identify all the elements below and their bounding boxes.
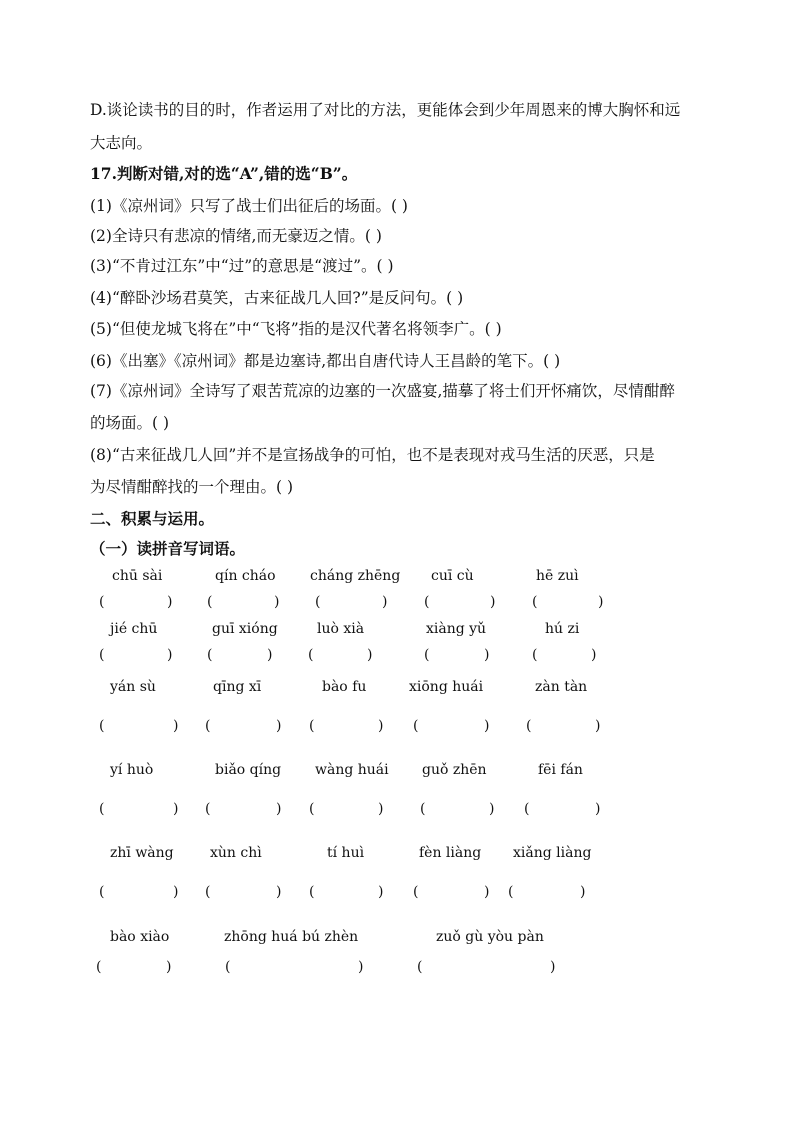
answer-blank-close: ) (276, 718, 282, 734)
answer-blank-close: ) (274, 594, 280, 610)
answer-blank[interactable]: ( (308, 647, 314, 663)
answer-blank[interactable]: ( (309, 718, 315, 734)
answer-blank-close: ) (484, 647, 490, 663)
pinyin-word: hē zuì (536, 568, 579, 584)
subsection-1-heading: （一）读拼音写词语。 (90, 539, 246, 558)
pinyin-word: cuī cù (431, 568, 474, 584)
section-2-heading: 二、积累与运用。 (90, 509, 215, 528)
pinyin-word: xiōng huái (409, 679, 484, 695)
answer-blank[interactable]: ( (225, 959, 231, 975)
answer-blank-close: ) (173, 884, 179, 900)
answer-blank-close: ) (595, 718, 601, 734)
answer-blank-close: ) (167, 594, 173, 610)
answer-blank[interactable]: ( (309, 801, 315, 817)
answer-blank[interactable]: ( (424, 594, 430, 610)
pinyin-word: zhī wàng (110, 845, 174, 861)
pinyin-word: zhōng huá bú zhèn (224, 929, 359, 945)
pinyin-word: wàng huái (315, 762, 389, 778)
answer-blank-close: ) (267, 647, 273, 663)
question-17-item-7-line-2: 的场面。( ) (90, 414, 170, 432)
pinyin-word: yán sù (110, 679, 156, 695)
pinyin-word: guī xióng (212, 621, 278, 637)
pinyin-word: chū sài (112, 568, 163, 584)
answer-blank-close: ) (167, 647, 173, 663)
answer-blank[interactable]: ( (99, 594, 105, 610)
answer-blank-close: ) (489, 801, 495, 817)
answer-blank-close: ) (276, 801, 282, 817)
pinyin-word: fēi fán (538, 762, 583, 778)
answer-blank-close: ) (490, 594, 496, 610)
pinyin-word: tí huì (327, 845, 365, 861)
answer-blank[interactable]: ( (207, 594, 213, 610)
pinyin-word: zuǒ gù yòu pàn (436, 929, 544, 945)
answer-blank[interactable]: ( (99, 647, 105, 663)
pinyin-word: zàn tàn (535, 679, 588, 695)
question-17-item-3: (3)“不肯过江东”中“过”的意思是“渡过”。( ) (90, 257, 394, 275)
answer-blank-close: ) (591, 647, 597, 663)
pinyin-word: cháng zhēng (310, 568, 401, 584)
answer-blank[interactable]: ( (205, 801, 211, 817)
option-d-line-2: 大志向。 (90, 134, 153, 152)
answer-blank[interactable]: ( (524, 801, 530, 817)
answer-blank-close: ) (580, 884, 586, 900)
pinyin-word: bào xiào (110, 929, 170, 945)
option-d-line-1: D.谈论读书的目的时，作者运用了对比的方法，更能体会到少年周恩来的博大胸怀和远 (90, 101, 681, 119)
answer-blank-close: ) (595, 801, 601, 817)
question-17-item-7-line-1: (7)《凉州词》全诗写了艰苦荒凉的边塞的一次盛宴,描摹了将士们开怀痛饮，尽情酣醉 (90, 382, 675, 400)
answer-blank-close: ) (367, 647, 373, 663)
answer-blank[interactable]: ( (99, 718, 105, 734)
answer-blank[interactable]: ( (315, 594, 321, 610)
answer-blank-close: ) (484, 884, 490, 900)
answer-blank-close: ) (378, 718, 384, 734)
pinyin-word: fèn liàng (419, 845, 482, 861)
answer-blank-close: ) (276, 884, 282, 900)
question-17-title: 17.判断对错,对的选“A”,错的选“B”。 (90, 164, 358, 183)
answer-blank[interactable]: ( (207, 647, 213, 663)
answer-blank[interactable]: ( (532, 647, 538, 663)
question-17-item-2: (2)全诗只有悲凉的情绪,而无豪迈之情。( ) (90, 227, 382, 245)
question-17-item-6: (6)《出塞》《凉州词》都是边塞诗,都出自唐代诗人王昌龄的笔下。( ) (90, 352, 561, 370)
question-17-item-8-line-2: 为尽情酣醉找的一个理由。( ) (90, 478, 294, 496)
pinyin-word: bào fu (322, 679, 367, 695)
answer-blank-close: ) (598, 594, 604, 610)
pinyin-word: yí huò (110, 762, 154, 778)
answer-blank[interactable]: ( (99, 884, 105, 900)
answer-blank[interactable]: ( (99, 801, 105, 817)
answer-blank-close: ) (550, 959, 556, 975)
pinyin-word: hú zi (545, 621, 580, 637)
answer-blank[interactable]: ( (417, 959, 423, 975)
answer-blank[interactable]: ( (205, 718, 211, 734)
question-17-item-1: (1)《凉州词》只写了战士们出征后的场面。( ) (90, 197, 408, 215)
answer-blank-close: ) (382, 594, 388, 610)
answer-blank[interactable]: ( (96, 959, 102, 975)
answer-blank-close: ) (484, 718, 490, 734)
answer-blank[interactable]: ( (420, 801, 426, 817)
question-17-item-4: (4)“醉卧沙场君莫笑，古来征战几人回?”是反问句。( ) (90, 289, 464, 307)
answer-blank-close: ) (378, 801, 384, 817)
answer-blank[interactable]: ( (205, 884, 211, 900)
answer-blank[interactable]: ( (424, 647, 430, 663)
answer-blank-close: ) (173, 801, 179, 817)
question-17-item-5: (5)“但使龙城飞将在”中“飞将”指的是汉代著名将领李广。( ) (90, 320, 502, 338)
pinyin-word: xiǎng liàng (513, 845, 592, 861)
answer-blank[interactable]: ( (413, 718, 419, 734)
answer-blank-close: ) (166, 959, 172, 975)
pinyin-word: luò xià (317, 621, 365, 637)
pinyin-word: xiàng yǔ (426, 621, 487, 637)
pinyin-word: jié chū (110, 621, 158, 637)
pinyin-word: qīng xī (213, 679, 262, 695)
answer-blank[interactable]: ( (526, 718, 532, 734)
answer-blank[interactable]: ( (532, 594, 538, 610)
answer-blank-close: ) (358, 959, 364, 975)
answer-blank-close: ) (173, 718, 179, 734)
answer-blank-close: ) (378, 884, 384, 900)
answer-blank[interactable]: ( (309, 884, 315, 900)
answer-blank[interactable]: ( (508, 884, 514, 900)
pinyin-word: xùn chì (210, 845, 262, 861)
question-17-item-8-line-1: (8)“古来征战几人回”并不是宣扬战争的可怕，也不是表现对戎马生活的厌恶，只是 (90, 446, 655, 464)
answer-blank[interactable]: ( (413, 884, 419, 900)
pinyin-word: qín cháo (215, 568, 276, 584)
pinyin-word: biǎo qíng (215, 762, 282, 778)
pinyin-word: guǒ zhēn (422, 762, 487, 778)
